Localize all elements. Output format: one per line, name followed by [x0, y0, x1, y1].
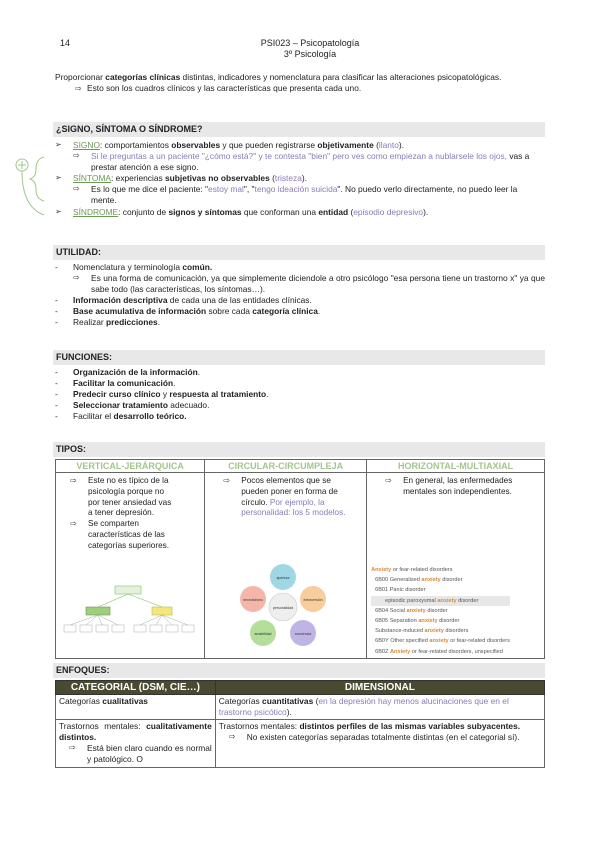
signo-section-body: [55, 140, 545, 218]
list-item-sindrome: ➢ SÍNDROME: conjunto de signos y síntomas que conforman una entidad (episodio depresivo).: [55, 206, 429, 217]
intro-sub-item: ⇨ Esto son los cuadros clínicos y las características que presenta cada uno.: [75, 83, 362, 94]
col-header-vertical: VERTICAL-JERÁRQUICA: [56, 460, 205, 473]
list-subitem: ⇨ Se comparten características de las categorías superiores.: [70, 519, 170, 550]
circle-label: neuroticismo: [243, 598, 264, 602]
tipos-table: [55, 459, 545, 659]
triangle-bullet-icon: ➢: [55, 140, 62, 149]
tipos-cell-circular: [205, 473, 367, 659]
list-item: 6B0Y Other specified anxiety or fear-related disorders: [375, 638, 510, 645]
col-header-circular: CIRCULAR-CIRCUMPLEJA: [205, 460, 367, 473]
arrow-right-icon: ⇨: [75, 84, 82, 94]
circle-label: conciencia: [294, 632, 312, 636]
col-header-categorial: CATEGORIAL (DSM, CIE…): [56, 681, 216, 695]
list-item: - Seleccionar tratamiento adecuado.: [55, 400, 210, 411]
col-header-dimensional: DIMENSIONAL: [215, 681, 544, 695]
list-item-sintoma: ➢ SÍNTOMA: experiencias subjetivas no observables (tristeza).: [55, 173, 307, 184]
section-title-utilidad: UTILIDAD:: [53, 245, 545, 260]
header-course: PSI023 – Psicopatología: [260, 38, 360, 48]
list-subitem: ⇨ No existen categorías separadas totalmente distintas (en el categorial sí).: [228, 732, 520, 743]
list-item: 6B00 Generalised anxiety disorder: [375, 577, 463, 584]
tipos-cell-vertical: [56, 473, 205, 659]
arrow-right-icon: ⇨: [385, 476, 392, 485]
list-item: - Información descriptiva de cada una de las entidades clínicas.: [55, 295, 312, 306]
list-item: - Facilitar el desarrollo teórico.: [55, 411, 187, 422]
arrow-right-icon: ⇨: [70, 519, 77, 529]
list-item-signo: ➢ SIGNO: comportamientos observables y que pueden registrarse objetivamente (llanto).: [55, 140, 405, 150]
circle-label: amabilidad: [254, 632, 272, 636]
list-subitem-signo: ⇨ Si le preguntas a un paciente "¿cómo está?" y te contesta "bien" pero ves como empiezan a nublarsele los ojos, vas a prestar atención a ese signo.: [73, 151, 530, 173]
header-year: 3º Psicología: [283, 49, 337, 60]
list-item: episodic paroxysmal anxiety disorder: [371, 596, 510, 606]
section-title-signo: ¿SIGNO, SÍNTOMA O SÍNDROME?: [53, 122, 545, 137]
circle-label: apertura: [276, 576, 290, 580]
list-item: - Predecir curso clínico y respuesta al tratamiento.: [55, 389, 269, 400]
triangle-bullet-icon: ➢: [55, 173, 62, 183]
enfoques-table: [55, 680, 545, 768]
arrow-right-icon: ⇨: [69, 743, 76, 753]
list-item: - Nomenclatura y terminología común.: [55, 262, 213, 272]
arrow-right-icon: ⇨: [73, 151, 80, 161]
enfoques-cell: Trastornos mentales: cualitativamente distintos. ⇨ Está bien claro cuando es normal y patológico. O: [56, 720, 216, 767]
personality-circle-diagram: [233, 561, 333, 649]
circle-label: extraversión: [303, 598, 323, 602]
intro-block: [55, 72, 545, 95]
triangle-bullet-icon: ➢: [55, 206, 62, 216]
page-number: 14: [60, 38, 71, 48]
list-subitem: ⇨ Es una forma de comunicación, ya que simplemente diciendole a otro psicólogo "esa persona tiene un trastorno x" ya que sabe todo (las características, los síntomas…).: [73, 273, 545, 295]
hierarchy-diagram: [60, 583, 200, 637]
enfoques-cell: Categorías cualitativas: [56, 695, 216, 720]
list-item: 6B0Z Anxiety or fear-related disorders, unspecified: [375, 648, 503, 655]
brace-icon: [14, 155, 54, 225]
arrow-right-icon: ⇨: [70, 476, 77, 485]
list-subitem: ⇨ En general, las enfermedades mentales son independientes.: [385, 476, 513, 496]
page-header: [230, 38, 390, 61]
list-subitem-sintoma: ⇨ Es lo que me dice el paciente: "estoy mal", "tengo ideación suicida". No puedo verlo directamente, no puedo leer la mente.: [73, 184, 518, 206]
arrow-right-icon: ⇨: [223, 476, 230, 485]
tipos-cell-horizontal: [367, 473, 545, 659]
enfoques-cell: Categorías cuantitativas (en la depresión hay menos alucinaciones que en el trastorno psicótico).: [215, 695, 544, 720]
list-item: - Organización de la información.: [55, 367, 201, 377]
list-item: 6B05 Separation anxiety disorder: [375, 618, 460, 625]
list-item: Anxiety or fear-related disorders: [371, 567, 453, 573]
list-subitem: ⇨ Está bien claro cuando es normal y patológico. O: [69, 743, 212, 765]
utilidad-list: [55, 262, 545, 329]
enfoques-cell: Trastornos mentales: distintos perfiles de las mismas variables subyacentes. ⇨ No existen categorías separadas totalmente distintas (en el categorial sí).: [215, 720, 544, 767]
col-header-horizontal: HORIZONTAL-MULTIAXIAL: [367, 460, 545, 473]
list-item: 6B01 Panic disorder: [375, 587, 426, 594]
list-item: - Facilitar la comunicación.: [55, 378, 176, 389]
section-title-enfoques: ENFOQUES:: [53, 663, 545, 678]
list-item: - Realizar predicciones.: [55, 317, 161, 328]
arrow-right-icon: ⇨: [228, 732, 236, 742]
circle-label: personalidad: [273, 606, 294, 610]
intro-paragraph: Proporcionar categorías clínicas distintas, indicadores y nomenclatura para clasificar las alteraciones psicopatológicas.: [55, 72, 502, 82]
list-subitem: ⇨ Este no es típico de la psicología porque no por tener ansiedad vas a tener depresión.: [70, 476, 172, 518]
anxiety-disorders-list: [371, 565, 510, 657]
arrow-right-icon: ⇨: [73, 273, 80, 283]
list-item: - Base acumulativa de información sobre cada categoría clínica.: [55, 306, 321, 317]
list-item: Substance-induced anxiety disorders: [375, 628, 469, 635]
list-item: 6B04 Social anxiety disorder: [375, 607, 448, 614]
arrow-right-icon: ⇨: [73, 184, 80, 194]
list-subitem: ⇨ Pocos elementos que se pueden poner en forma de círculo. Por ejemplo, la personalidad: los 5 modelos.: [223, 476, 346, 518]
funciones-list: [55, 367, 545, 422]
section-title-tipos: TIPOS:: [53, 442, 545, 457]
section-title-funciones: FUNCIONES:: [53, 350, 545, 365]
